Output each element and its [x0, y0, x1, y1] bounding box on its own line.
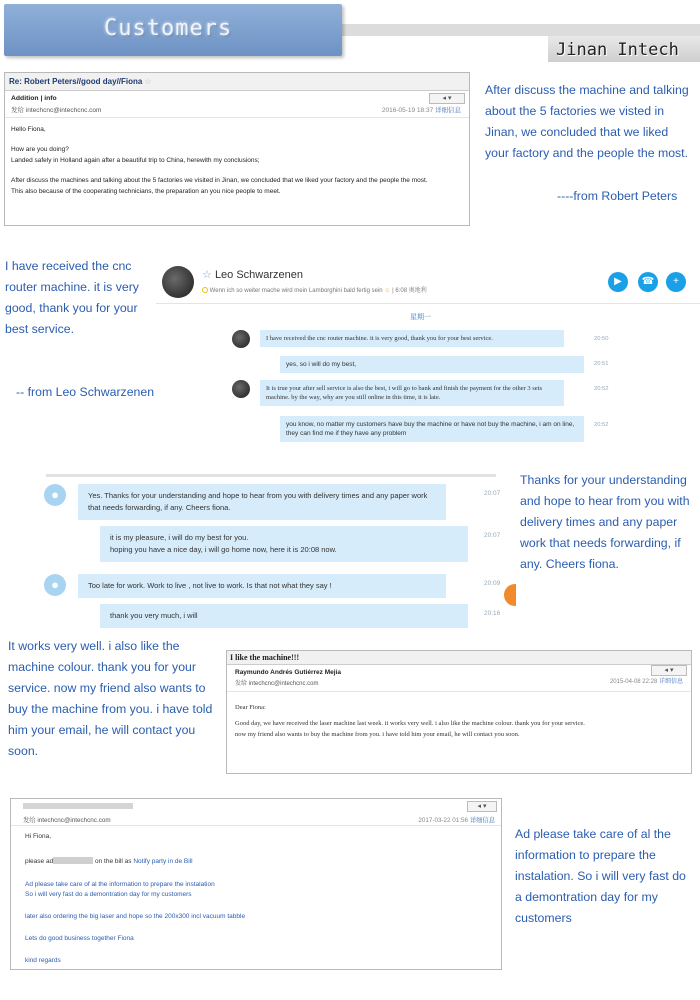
message-time: 20:51: [594, 361, 609, 367]
contact-name: ☆ Leo Schwarzenen: [202, 269, 303, 281]
message-time: 20:07: [484, 490, 501, 497]
email-subject: I like the machine!!!: [227, 651, 691, 665]
quote-raymundo: It works very well. i also like the machine colour. thank you for your service. now my friend also wants to buy the machine from you. i have told him your email, he will contact you soon.: [8, 639, 213, 758]
signature-leo: -- from Leo Schwarzenen: [16, 385, 155, 399]
brand-name: Jinan Intech: [556, 40, 679, 60]
email-raymundo: [226, 650, 692, 774]
email-line: later also ordering the big laser and hope so the 200x300 incl vacuum tabble: [25, 913, 246, 920]
quote-leo: I have received the cnc router machine. it is very good, thank you for your best service.: [5, 259, 139, 336]
quote-order: Ad please take care of al the information to prepare the instalation. So i will very fast do a demontration day for my customers: [515, 827, 686, 925]
message-time: 20:52: [594, 386, 609, 392]
quote-robert: After discuss the machine and talking about the 5 factories we visted in Jinan, we concluded that we liked your factory and the people the most.: [485, 83, 689, 160]
phone-call-icon[interactable]: ☎: [638, 272, 658, 292]
video-call-icon[interactable]: ▶: [608, 272, 628, 292]
emoji-icon: ☺: [384, 288, 391, 294]
chat-message: thank you very much, i will: [100, 604, 468, 628]
redacted-text: [53, 857, 93, 864]
add-contact-icon[interactable]: +: [666, 272, 686, 292]
message-time: 20:09: [484, 580, 501, 587]
redacted-sender: [23, 803, 133, 809]
star-icon[interactable]: ☆: [144, 77, 152, 86]
chat-header: [156, 258, 700, 304]
mood-message: Wenn ich so weiter mache wird mein Lamborghini bald fertig sein ☺ | 6:08 奥地利: [202, 285, 427, 294]
header-bar: [342, 24, 700, 36]
message-time: 20:16: [484, 610, 501, 617]
email-line: kind regards: [25, 957, 61, 964]
email-subject: Re: Robert Peters//good day//Fiona ☆: [5, 73, 469, 91]
chat-window-fiona: [28, 474, 516, 626]
email-line: So i will very fast do a demontration day for my customers: [25, 891, 192, 898]
details-link[interactable]: 详细信息: [469, 817, 495, 824]
reply-control[interactable]: ◂ ▾: [467, 801, 497, 812]
details-link[interactable]: 详细信息: [435, 107, 461, 114]
email-body: Dear Fiona: Good day, we have received the laser machine last week. it works very well. i also like the machine colour. thank you for your service. now my friend also wants to buy the machine from you. i have told him your email, he will contact you soon.: [235, 704, 585, 738]
chat-message: I have received the cnc router machine. it is very good, thank you for your best service.: [260, 330, 564, 347]
email-date: 2016-05-19 18:37 详细信息: [381, 107, 461, 114]
reply-control[interactable]: ◂ ▾: [429, 93, 465, 104]
details-link[interactable]: 详细信息: [658, 679, 683, 685]
signature-robert: ----from Robert Peters: [557, 189, 678, 203]
message-time: 20:50: [594, 336, 609, 342]
avatar: [162, 266, 194, 298]
email-tabs: Addition | info: [11, 95, 57, 102]
star-icon[interactable]: ☆: [202, 269, 212, 281]
email-date: 2017-03-22 01:56 详细信息: [418, 817, 495, 824]
email-from: 发给 intechcnc@intechcnc.com: [23, 817, 111, 824]
chat-message: yes, so i will do my best,: [280, 356, 584, 373]
chat-message: Yes. Thanks for your understanding and hope to hear from you with delivery times and any paper work that needs forwarding, if any. Cheers fiona.: [78, 484, 446, 520]
status-icon: [202, 287, 208, 293]
chat-message: it is my pleasure, i will do my best for you. hoping you have a nice day, i will go home now, here it is 20:08 now.: [100, 526, 468, 562]
day-divider: 星期一: [410, 314, 431, 321]
message-time: 20:52: [594, 422, 609, 428]
email-line: Lets do good business together Fiona: [25, 935, 134, 942]
email-body: Hello Fiona, How are you doing? Landed safely in Holland again after a beautiful trip to China, herewith my conclusions; After discuss the machines and talking about the 5 factories we visited in Jinan, we concluded that we liked your factory and the people the most. This also because of the cooperating technicians, the preparation an you nice people to meet.: [11, 126, 428, 195]
quote-fiona-chat: Thanks for your understanding and hope to hear from you with delivery times and any paper work that needs forwarding, if any. Cheers fiona.: [520, 473, 690, 571]
reply-control[interactable]: ◂ ▾: [651, 665, 687, 676]
email-date: 2015-04-08 22:28 详细信息: [609, 679, 683, 685]
email-line: Ad please take care of al the information to prepare the instalation: [25, 881, 215, 888]
message-time: 20:07: [484, 532, 501, 539]
email-greeting: Hi Fiona,: [25, 833, 52, 840]
email-sender: Raymundo Andrés Gutiérrez Mejía: [235, 669, 341, 676]
page-title: Customers: [104, 16, 233, 41]
email-from: 发给 intechcnc@intechcnc.com 2015-04-08 22:28 详细信息: [227, 676, 691, 692]
avatar: [232, 330, 250, 348]
divider: [11, 825, 501, 826]
chat-message: you know, no matter my customers have buy the machine or have not buy the machine, i am on line, they can find me if they have any problem: [280, 416, 584, 442]
header-tab: [4, 4, 342, 56]
avatar: [232, 380, 250, 398]
chat-window-leo: [156, 258, 700, 472]
avatar: ●: [44, 574, 66, 596]
email-from: 发给 intechcnc@intechcnc.com 2016-05-19 18:37 详细信息: [5, 102, 469, 118]
chat-message: It is true your after sell service is also the best, i will go to bank and finish the payment for the other 3 sets machine. by the way, why are you still online in this time, it is late.: [260, 380, 564, 406]
email-order: [10, 798, 502, 970]
chat-message: Too late for work. Work to live , not live to work. Is that not what they say !: [78, 574, 446, 598]
email-line: please ad on the bill as Notify party in de Bill: [25, 858, 193, 865]
avatar: ●: [44, 484, 66, 506]
email-robert-peters: [4, 72, 470, 226]
divider: [46, 474, 496, 477]
